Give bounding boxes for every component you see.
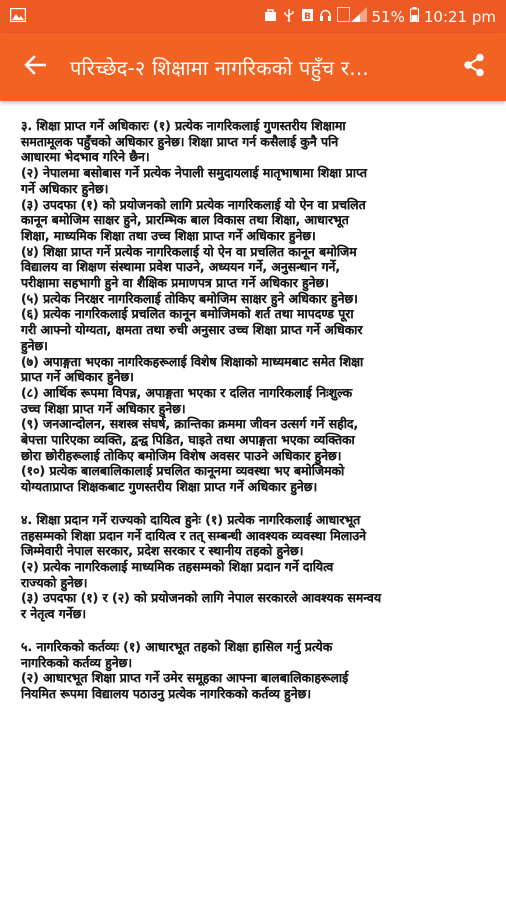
section-4 <box>21 512 488 622</box>
share-icon <box>463 53 485 81</box>
text-line: (२) नेपालमा बसोबास गर्ने प्रत्येक नेपाली समुदायलाई मातृभाषामा शिक्षा प्राप्त <box>21 165 367 181</box>
section-5 <box>21 639 488 702</box>
text-line: (८) आर्थिक रूपमा विपन्न, अपाङ्गता भएका र दलित नागरिकलाई निःशुल्क <box>21 384 353 400</box>
text-line: ३. शिक्षा प्राप्त गर्ने अधिकारः (१) प्रत्येक नागरिकलाई गुणस्तरीय शिक्षामा <box>21 118 346 133</box>
back-button[interactable] <box>0 33 70 101</box>
text-line: ४. शिक्षा प्रदान गर्ने राज्यको दायित्व हुनेः (१) प्रत्येक नागरिकलाई आधारभूत <box>21 511 361 527</box>
sync-icon <box>301 8 314 26</box>
text-line: परीक्षामा सहभागी हुने वा शैक्षिक प्रमाणपत्र प्राप्त गर्ने अधिकार हुनेछ। <box>21 275 329 291</box>
text-line: तहसम्मको शिक्षा प्रदान गर्ने दायित्व र तत् सम्बन्धी आवश्यक व्यवस्था मिलाउने <box>21 527 367 543</box>
text-line: (७) अपाङ्गता भएका नागरिकहरूलाई विशेष शिक्षाको माध्यमबाट समेत शिक्षा <box>21 353 364 369</box>
text-line: (२) प्रत्येक नागरिकलाई माध्यमिक तहसम्मको शिक्षा प्रदान गर्ने दायित्व <box>21 558 334 574</box>
battery-percent: 51% <box>371 7 405 26</box>
text-line: प्राप्त गर्ने अधिकार हुनेछ। <box>21 369 134 385</box>
text-line: (५) प्रत्येक निरक्षर नागरिकलाई तोकिए बमोजिम साक्षर हुने अधिकार हुनेछ। <box>21 290 358 306</box>
text-line: (२) आधारभूत शिक्षा प्राप्त गर्ने उमेर समूहका आफ्ना बालबालिकाहरूलाई <box>21 670 349 686</box>
text-line: विद्यालय वा शिक्षण संस्थामा प्रवेश पाउने, अध्ययन गर्ने, अनुसन्धान गर्ने, <box>21 259 341 275</box>
usb-icon <box>282 8 296 26</box>
status-right <box>264 7 496 26</box>
text-line: कानून बमोजिम साक्षर हुने, प्रारम्भिक बाल विकास तथा शिक्षा, आधारभूत <box>21 212 349 228</box>
status-left <box>10 8 26 26</box>
text-line: छोरा छोरीहरूलाई तोकिए बमोजिम विशेष अवसर पाउने अधिकार हुनेछ। <box>21 447 342 463</box>
article-content[interactable] <box>0 101 506 900</box>
page-title: परिच्छेद-२ शिक्षामा नागरिकको पहुँच र... <box>70 55 369 80</box>
text-line: नियमित रूपमा विद्यालय पठाउनु प्रत्येक नागरिकको कर्तव्य हुनेछ। <box>21 685 312 701</box>
text-line: आधारमा भेदभाव गरिने छैन। <box>21 149 150 165</box>
text-line: (४) शिक्षा प्राप्त गर्ने प्रत्येक नागरिकलाई यो ऐन वा प्रचलित कानून बमोजिम <box>21 243 357 259</box>
text-line: (३) उपदफा (१) र (२) को प्रयोजनको लागि नेपाल सरकारले आवश्यक समन्वय <box>21 590 382 606</box>
text-line: नागरिकको कर्तव्य हुनेछ। <box>21 654 133 670</box>
signal-icon <box>337 7 367 26</box>
text-line: (३) उपदफा (१) को प्रयोजनको लागि प्रत्येक नागरिकलाई यो ऐन वा प्रचलित <box>21 196 366 212</box>
text-line: र नेतृत्व गर्नेछ। <box>21 606 87 622</box>
text-line: जिम्मेवारी नेपाल सरकार, प्रदेश सरकार र स्थानीय तहको हुनेछ। <box>21 543 304 559</box>
svg-text:B: B <box>303 11 311 22</box>
headset-icon <box>319 8 332 26</box>
text-line: राज्यको हुनेछ। <box>21 574 88 590</box>
gallery-icon <box>10 8 26 26</box>
text-line: हुनेछ। <box>21 337 48 353</box>
section-3 <box>21 118 488 495</box>
section-spacer <box>21 495 488 512</box>
text-line: समतामूलक पहुँचको अधिकार हुनेछ। शिक्षा प्राप्त गर्न कसैलाई कुनै पनि <box>21 133 339 149</box>
app-bar <box>0 33 506 101</box>
text-line: गर्ने अधिकार हुनेछ। <box>21 180 109 196</box>
clock: 10:21 pm <box>423 7 496 26</box>
text-line: योग्यताप्राप्त शिक्षकबाट गुणस्तरीय शिक्षा प्राप्त गर्ने अधिकार हुनेछ। <box>21 479 318 495</box>
text-line: (९) जनआन्दोलन, सशस्त्र संघर्ष, क्रान्तिका क्रममा जीवन उत्सर्ग गर्ने सहीद, <box>21 416 359 432</box>
share-button[interactable] <box>442 33 506 101</box>
bag-icon <box>264 8 277 26</box>
back-arrow-icon <box>24 55 46 79</box>
text-line: (१०) प्रत्येक बालबालिकालाई प्रचलित कानूनमा व्यवस्था भए बमोजिमको <box>21 463 345 479</box>
battery-icon <box>410 7 419 26</box>
text-line: उच्च शिक्षा प्राप्त गर्ने अधिकार हुनेछ। <box>21 400 186 416</box>
status-bar <box>0 0 506 33</box>
text-line: गरी आफ्नो योग्यता, क्षमता तथा रुची अनुसार उच्च शिक्षा प्राप्त गर्ने अधिकार <box>21 322 363 338</box>
text-line: (६) प्रत्येक नागरिकलाई प्रचलित कानून बमोजिमको शर्त तथा मापदण्ड पूरा <box>21 306 354 322</box>
text-line: ५. नागरिकको कर्तव्यः (१) आधारभूत तहको शिक्षा हासिल गर्नु प्रत्येक <box>21 638 333 654</box>
text-line: बेपत्ता पारिएका व्यक्ति, द्वन्द्व पिडित, घाइते तथा अपाङ्गता भएका व्यक्तिका <box>21 432 355 448</box>
section-spacer <box>21 622 488 639</box>
text-line: शिक्षा, माध्यमिक शिक्षा तथा उच्च शिक्षा प्राप्त गर्ने अधिकार हुनेछ। <box>21 227 316 243</box>
